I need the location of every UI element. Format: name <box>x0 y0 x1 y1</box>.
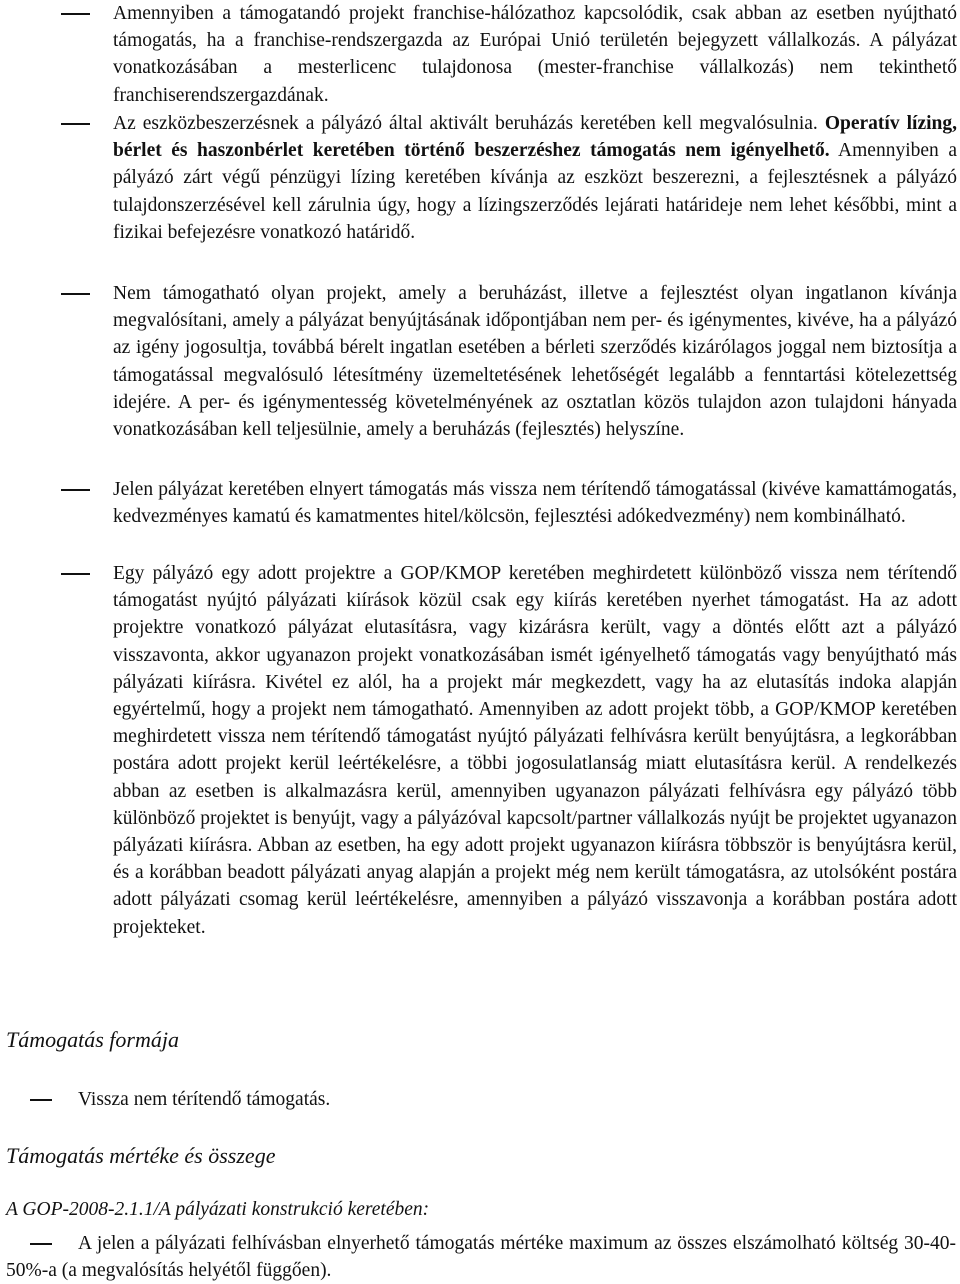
bold-notice: Operatív lízing, bérlet és haszonbérlet keretében történő beszerzéshez támogatás nem igényelhető. <box>113 113 957 162</box>
list-item: Az eszközbeszerzésnek a pályázó által aktivált beruházás keretében kell megvalósulnia. Operatív lízing, bérlet és haszonbérlet keretében történő beszerzéshez támogatás nem igényelhető. Amennyiben a pályázó zárt végű pénzügyi lízing keretében kívánja az eszközt beszerezni, a fejlesztésnek a pályázó tulajdonszerzésével kell zárulnia úgy, hogy a lízingszerződés lejárati határideje nem lehet későbbi, mint a fizikai befejezésre vonatkozó határidő. <box>113 113 957 243</box>
list-item: Nem támogatható olyan projekt, amely a beruházást, illetve a fejlesztést olyan ingatlanon kívánja megvalósítani, amely a pályázat benyújtásának időpontjában nem per- és igénymentes, kivéve, ha a pályázó az igény jogosultja, továbbá bérelt ingatlan esetében a bérleti szerződés kizárólagos joggal nem biztosítja a támogatással megvalósuló létesítmény üzemeltetésének lehetőségét legalább a fenntartási kötelezettség idejére. A per- és igénymentesség követelményének az osztatlan közös tulajdon azon tulajdoni hányada vonatkozásában kell teljesülnie, amely a beruházás (fejlesztés) helyszíne. <box>113 283 957 441</box>
section-heading-forma: Támogatás formája <box>6 1027 179 1052</box>
section-heading-mertek: Támogatás mértéke és összege <box>6 1143 276 1168</box>
list-item: Jelen pályázat keretében elnyert támogatás más vissza nem térítendő támogatással (kivéve kamattámogatás, kedvezményes kamatú és kamatmentes hitel/kölcsön, fejlesztési adókedvezmény) nem kombinálható. <box>113 479 957 528</box>
construct-label: A GOP-2008-2.1.1/A pályázati konstrukció keretében: <box>6 1199 430 1220</box>
list-item: Amennyiben a támogatandó projekt franchise-hálózathoz kapcsolódik, csak abban az esetben nyújtható támogatás, ha a franchise-rendszergazda az Európai Unió területén bejegyzett vállalkozás. A pályázat vonatkozásában a mesterlicenc tulajdonosa (mester-franchise vállalkozás) nem tekinthető franchiserendszergazdának. <box>113 3 957 106</box>
list-item: A jelen a pályázati felhívásban elnyerhető támogatás mértéke maximum az összes elszámolható költség 30-40-50%-a (a megvalósítás helyétől függően). <box>6 1233 956 1282</box>
list-item: Egy pályázó egy adott projektre a GOP/KMOP keretében meghirdetett különböző vissza nem térítendő támogatást nyújtó pályázati kiírások közül csak egy kiírás keretében nyerhet támogatást. Ha az adott projektre vonatkozó pályázat elutasításra, vagy kizárásra került, vagy a döntés előtt azt a pályázó visszavonta, akkor ugyanazon projekt vonatkozásában ismét igényelhető támogatás vagy benyújtható más pályázati kiírásra. Kivétel ez alól, ha a projekt már megkezdett, vagy ha az elutasítás indoka alapján egyértelmű, hogy a projekt nem támogatható. Amennyiben az adott projekt több, a GOP/KMOP keretében meghirdetett vissza nem térítendő támogatást nyújtó pályázati felhívásra került benyújtásra, a legkorábban postára adott projekt kerül leértékelésre, a többi jogosulatlanság miatt elutasításra kerül. A rendelkezés abban az esetben is alkalmazásra kerül, amennyiben ugyanazon pályázati felhívásra egy pályázó több különböző projektet is benyújt, vagy a pályázóval kapcsolt/partner vállalkozás nyújt be projektet ugyanazon pályázati kiírásra. Abban az esetben, ha egy adott projekt ugyanazon kiírásra többször is benyújtásra kerül, és a korábban beadott pályázati anyag alapján a projekt még nem került támogatásra, az utolsóként postára adott pályázati csomag kerül leértékelésre, amennyiben a pályázó visszavonja a korábban postára adott projekteket. <box>113 563 957 938</box>
